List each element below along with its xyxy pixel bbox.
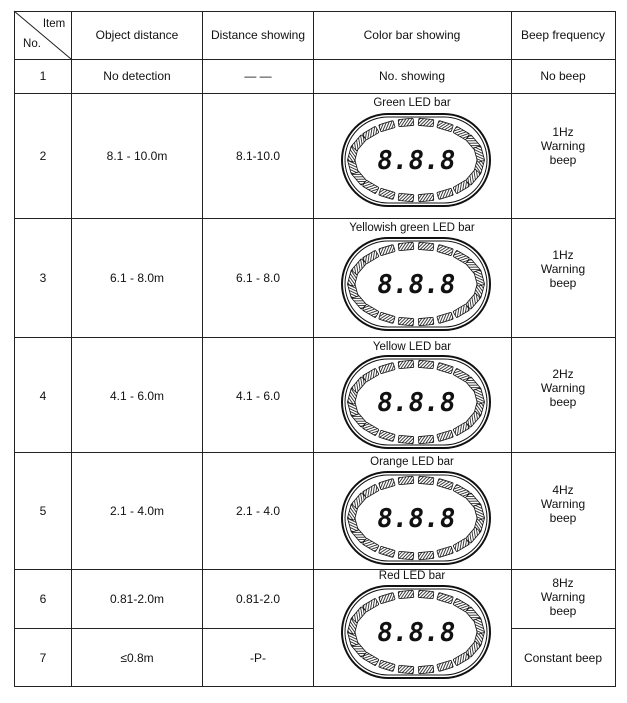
row-2-number: 2 xyxy=(39,149,47,163)
led-segment xyxy=(379,245,395,256)
row-1-number: 1 xyxy=(39,69,47,83)
led-segment xyxy=(437,121,453,132)
row-6-distance-showing: 0.81-2.0 xyxy=(235,592,281,606)
row-2-object-distance: 8.1 - 10.0m xyxy=(106,149,168,163)
row-2-beep: 1Hz Warning beep xyxy=(540,125,586,167)
led-segment xyxy=(398,360,414,369)
led-segment xyxy=(398,317,414,326)
led-segment xyxy=(379,121,395,132)
led-segment xyxy=(437,245,453,256)
led-segment xyxy=(453,652,470,666)
led-segment xyxy=(379,188,395,199)
row-5-distance-showing: 2.1 - 4.0 xyxy=(235,504,281,518)
led-segment xyxy=(398,435,414,444)
row-7-number: 7 xyxy=(39,651,47,665)
row-1-color-bar: No. showing xyxy=(378,69,446,83)
row-3-beep: 1Hz Warning beep xyxy=(540,248,586,290)
display-digits: 8.8.8 xyxy=(374,270,458,300)
row-5-number: 5 xyxy=(39,504,47,518)
row-1-object-distance: No detection xyxy=(103,69,171,83)
led-segment xyxy=(474,146,485,162)
header-distance-showing: Distance showing xyxy=(210,28,306,42)
row-2-color-bar-label: Green LED bar xyxy=(373,97,451,109)
led-display-illustration xyxy=(340,470,492,566)
row-5-object-distance: 2.1 - 4.0m xyxy=(109,504,165,518)
led-display-illustration xyxy=(340,354,492,450)
led-segment xyxy=(437,660,453,671)
row-3-object-distance: 6.1 - 8.0m xyxy=(109,271,165,285)
display-digits: 8.8.8 xyxy=(374,504,458,534)
led-segment xyxy=(474,618,485,634)
led-segment xyxy=(379,660,395,671)
led-segment xyxy=(418,551,434,560)
led-segment xyxy=(437,479,453,490)
led-segment xyxy=(437,363,453,374)
led-segment xyxy=(398,665,414,674)
led-display-illustration xyxy=(340,584,492,680)
led-segment xyxy=(474,388,485,404)
led-segment xyxy=(398,551,414,560)
row-7-beep: Constant beep xyxy=(523,651,603,665)
row-7-object-distance: ≤0.8m xyxy=(120,651,154,665)
header-beep-frequency: Beep frequency xyxy=(520,28,606,42)
display-digits: 8.8.8 xyxy=(374,146,458,176)
header-item-label: Item xyxy=(42,18,66,30)
led-segment xyxy=(398,242,414,251)
row-3-number: 3 xyxy=(39,271,47,285)
led-segment xyxy=(437,312,453,323)
row-6-color-bar-label: Red LED bar xyxy=(378,570,446,582)
led-segment xyxy=(453,422,470,436)
led-segment xyxy=(398,590,414,599)
led-segment xyxy=(379,312,395,323)
row-5-beep: 4Hz Warning beep xyxy=(540,483,586,525)
row-1-beep: No beep xyxy=(540,69,586,83)
led-segment xyxy=(418,242,434,251)
row-7-distance-showing: -P- xyxy=(250,651,266,665)
row-4-beep: 2Hz Warning beep xyxy=(540,367,586,409)
led-segment xyxy=(398,193,414,202)
row-6-object-distance: 0.81-2.0m xyxy=(109,592,165,606)
led-segment xyxy=(379,593,395,604)
led-segment xyxy=(418,435,434,444)
led-segment xyxy=(418,360,434,369)
led-segment xyxy=(362,484,379,498)
row-4-number: 4 xyxy=(39,389,47,403)
led-segment xyxy=(453,538,470,552)
led-segment xyxy=(418,317,434,326)
led-segment xyxy=(379,479,395,490)
led-segment xyxy=(418,590,434,599)
led-segment xyxy=(362,368,379,382)
led-segment xyxy=(398,476,414,485)
row-3-color-bar-label: Yellowish green LED bar xyxy=(349,222,475,234)
row-3-distance-showing: 6.1 - 8.0 xyxy=(235,271,281,285)
led-segment xyxy=(437,430,453,441)
led-segment xyxy=(398,118,414,127)
led-segment xyxy=(453,180,470,194)
led-segment xyxy=(437,188,453,199)
header-no-label: No. xyxy=(23,38,41,50)
led-segment xyxy=(379,430,395,441)
header-color-bar-showing: Color bar showing xyxy=(363,28,461,42)
header-object-distance: Object distance xyxy=(95,28,179,42)
row-2-distance-showing: 8.1-10.0 xyxy=(235,149,281,163)
display-digits: 8.8.8 xyxy=(374,618,458,648)
led-segment xyxy=(474,270,485,286)
led-segment xyxy=(474,504,485,520)
led-segment xyxy=(379,546,395,557)
led-segment xyxy=(379,363,395,374)
row-6-beep: 8Hz Warning beep xyxy=(540,576,586,618)
led-display-illustration xyxy=(340,236,492,332)
row-4-color-bar-label: Yellow LED bar xyxy=(372,341,452,353)
led-segment xyxy=(437,546,453,557)
led-display-illustration xyxy=(340,112,492,208)
row-4-distance-showing: 4.1 - 6.0 xyxy=(235,389,281,403)
led-segment xyxy=(418,118,434,127)
led-segment xyxy=(418,476,434,485)
led-segment xyxy=(362,250,379,264)
led-segment xyxy=(418,665,434,674)
row-6-number: 6 xyxy=(39,592,47,606)
row-1-distance-showing: — — xyxy=(244,69,272,83)
display-digits: 8.8.8 xyxy=(374,388,458,418)
row-4-object-distance: 4.1 - 6.0m xyxy=(109,389,165,403)
led-segment xyxy=(453,304,470,318)
led-segment xyxy=(362,126,379,140)
led-segment xyxy=(362,598,379,612)
led-segment xyxy=(437,593,453,604)
row-5-color-bar-label: Orange LED bar xyxy=(370,456,454,468)
led-segment xyxy=(418,193,434,202)
